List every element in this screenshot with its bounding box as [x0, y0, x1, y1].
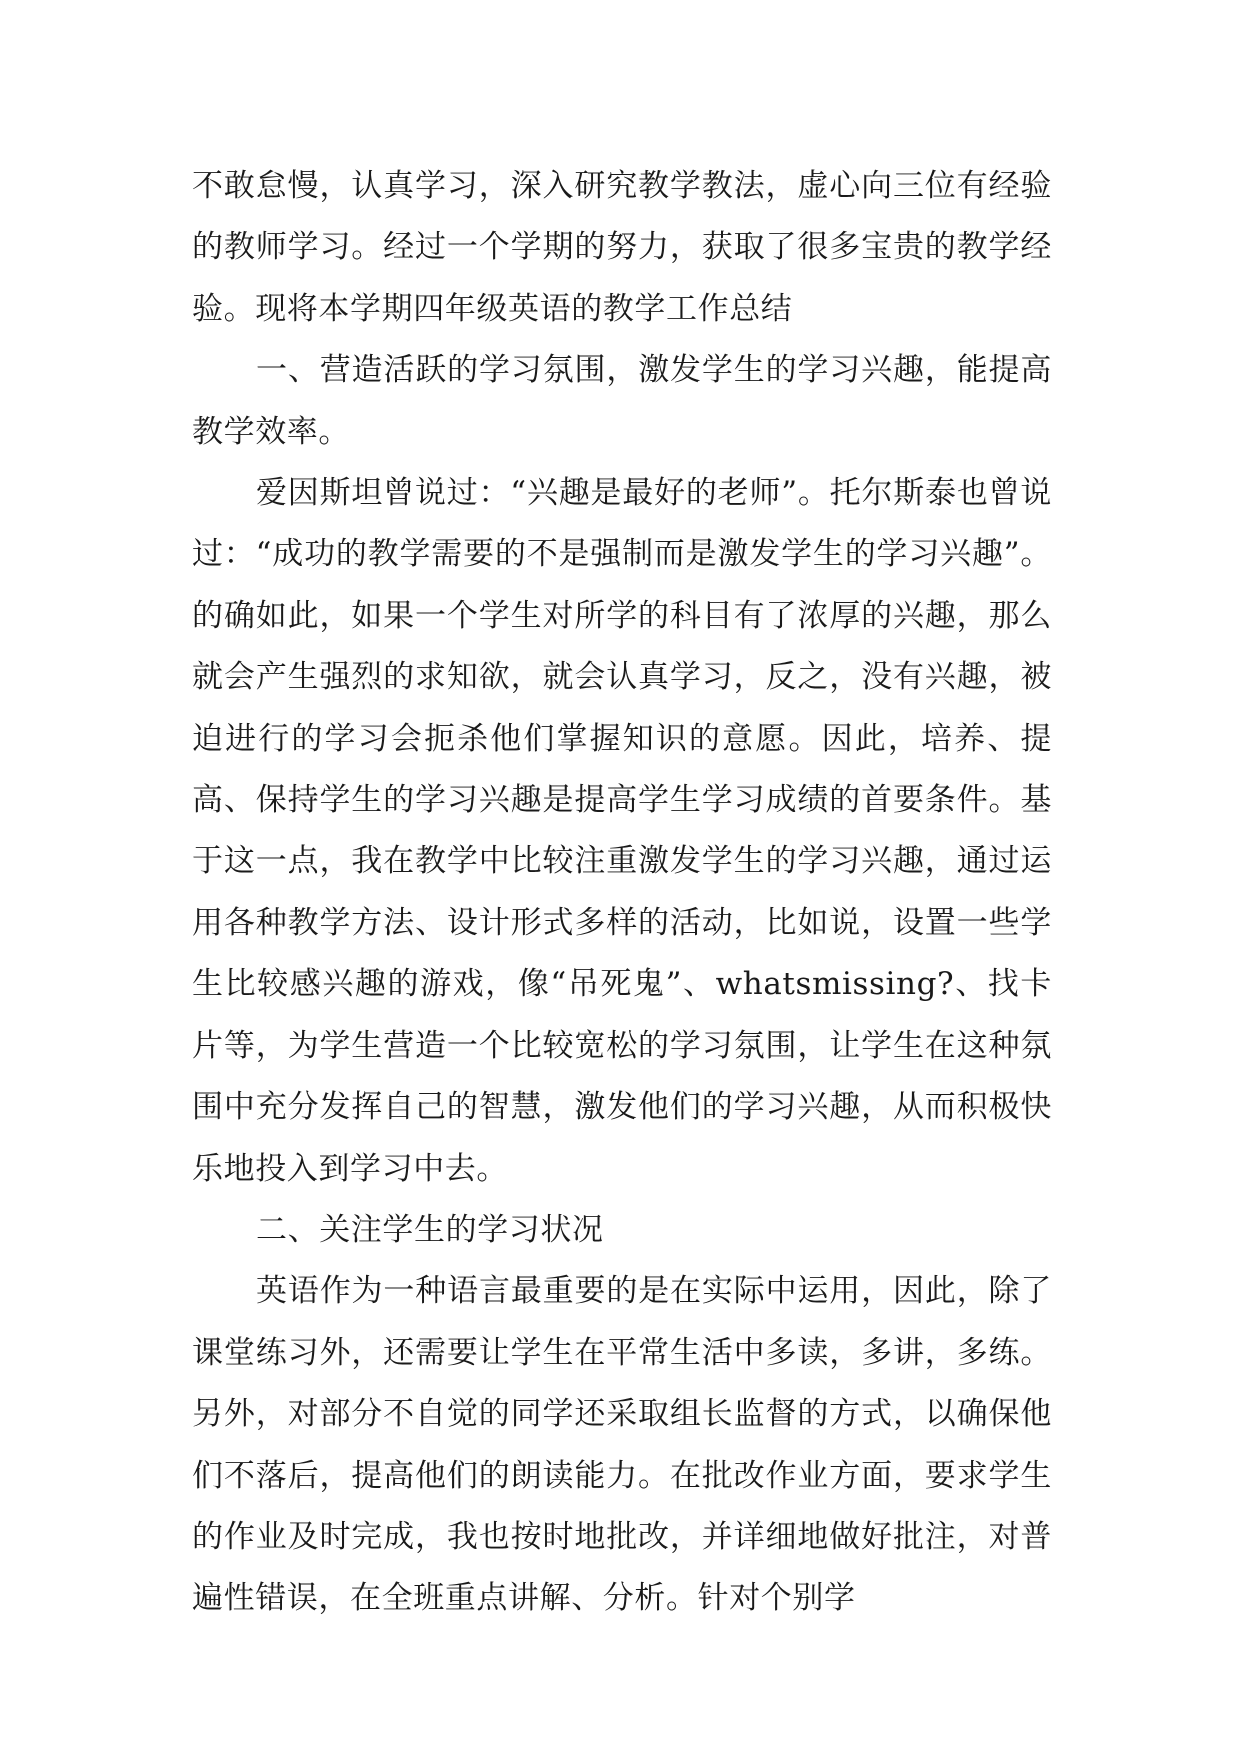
paragraph-intro-continued: 不敢怠慢，认真学习，深入研究教学教法，虚心向三位有经验的教师学习。经过一个学期的努力，获取了很多宝贵的教学经验。现将本学期四年级英语的教学工作总结 — [192, 168, 1052, 327]
document-body — [192, 156, 1052, 1630]
paragraph-interest: 爱因斯坦曾说过：“兴趣是最好的老师”。托尔斯泰也曾说过：“成功的教学需要的不是强制而是激发学生的学习兴趣”。的确如此，如果一个学生对所学的科目有了浓厚的兴趣，那么就会产生强烈的求知欲，就会认真学习，反之，没有兴趣，被迫进行的学习会扼杀他们掌握知识的意愿。因此，培养、提高、保持学生的学习兴趣是提高学生学习成绩的首要条件。基于这一点，我在教学中比较注重激发学生的学习兴趣，通过运用各种教学方法、设计形式多样的活动，比如说，设置一些学生比较感兴趣的游戏，像“吊死鬼”、whatsmissing?、找卡片等，为学生营造一个比较宽松的学习氛围，让学生在这种氛围中充分发挥自己的智慧，激发他们的学习兴趣，从而积极快乐地投入到学习中去。 — [192, 475, 1052, 1187]
section-heading-2: 二、关注学生的学习状况 — [256, 1211, 604, 1248]
paragraph-practice: 英语作为一种语言最重要的是在实际中运用，因此，除了课堂练习外，还需要让学生在平常生活中多读，多讲，多练。另外，对部分不自觉的同学还采取组长监督的方式，以确保他们不落后，提高他们的朗读能力。在批改作业方面，要求学生的作业及时完成，我也按时地批改，并详细地做好批注，对普遍性错误，在全班重点讲解、分析。针对个别学 — [192, 1273, 1052, 1617]
section-heading-1: 一、营造活跃的学习氛围，激发学生的学习兴趣，能提高教学效率。 — [192, 352, 1052, 450]
